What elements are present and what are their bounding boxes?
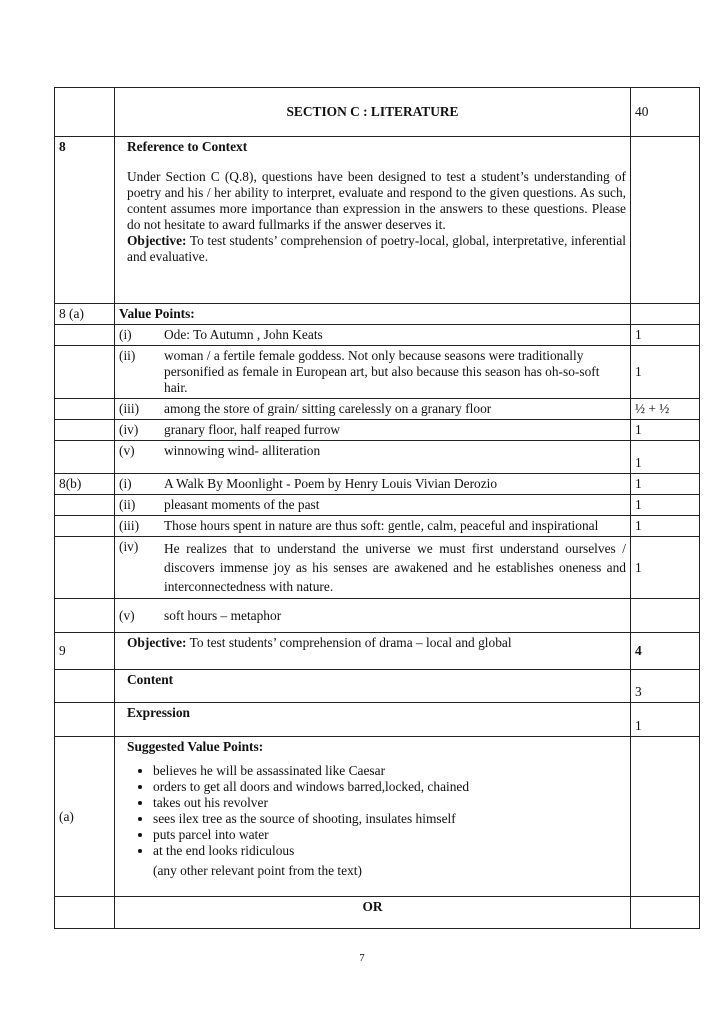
list-item: • puts parcel into water <box>153 827 626 843</box>
table-row: (v) winnowing wind- alliteration 1 <box>55 441 700 474</box>
table-row: (v) soft hours – metaphor <box>55 599 700 633</box>
table-row: (iv) He realizes that to understand the universe we must first understand ourselves / discovers immense joy as his senses are awakened and he establishes oneness and interconnectedness with nature. 1 <box>55 537 700 599</box>
list-item: • believes he will be assassinated like Caesar <box>153 763 626 779</box>
list-item: • at the end looks ridiculous <box>153 843 626 859</box>
q9a-note: (any other relevant point from the text) <box>153 863 362 878</box>
list-item: • orders to get all doors and windows barred,locked, chained <box>153 779 626 795</box>
q8b-number: 8(b) <box>55 474 115 495</box>
q8-row <box>55 137 700 304</box>
q9a-heading: Suggested Value Points: <box>127 739 264 754</box>
list-item: • sees ilex tree as the source of shooting, insulates himself <box>153 811 626 827</box>
table-row: (iii) Those hours spent in nature are thus soft: gentle, calm, peaceful and inspirational 1 <box>55 516 700 537</box>
section-marks: 40 <box>631 88 700 137</box>
table-row: (i) Ode: To Autumn , John Keats 1 <box>55 325 700 346</box>
section-title: SECTION C : LITERATURE <box>115 88 631 137</box>
q8-intro: Under Section C (Q.8), questions have been designed to test a student’s understanding of poetry and his / her ability to interpret, evaluate and respond to the given questions. As such, content assumes more importance than expression in the answers to these questions. Please do not hesitate to award fullmarks if the answer deserves it. <box>127 169 626 232</box>
table-row: 8(b) (i) A Walk By Moonlight - Poem by Henry Louis Vivian Derozio 1 <box>55 474 700 495</box>
q9-objective-row <box>55 633 700 670</box>
q9-number: 9 <box>55 633 115 670</box>
q8-number: 8 <box>55 137 115 304</box>
or-label: OR <box>115 897 631 929</box>
q9-expression-label: Expression <box>115 703 631 737</box>
marking-scheme-table <box>54 87 700 929</box>
table-row: (iii) among the store of grain/ sitting carelessly on a granary floor ½ + ½ <box>55 399 700 420</box>
q8a-heading: Value Points: <box>115 304 631 325</box>
or-row <box>55 897 700 929</box>
list-item: • takes out his revolver <box>153 795 626 811</box>
page-number: 7 <box>359 952 365 964</box>
q8-objective-label: Objective: <box>127 233 187 248</box>
q8-objective <box>127 233 626 265</box>
q8a-heading-row <box>55 304 700 325</box>
q9-objective-label: Objective: <box>127 635 187 650</box>
q9a-row <box>55 737 700 897</box>
q9-content-label: Content <box>115 670 631 703</box>
q9-expression-marks: 1 <box>631 703 700 737</box>
q9-marks: 4 <box>631 633 700 670</box>
table-row: (ii) woman / a fertile female goddess. Not only because seasons were traditionally personified as female in European art, but also because this season has oh-so-soft hair. 1 <box>55 346 700 399</box>
value-points-list <box>127 763 626 859</box>
q9a-number: (a) <box>55 737 115 897</box>
table-row: (iv) granary floor, half reaped furrow 1 <box>55 420 700 441</box>
q9-content-row <box>55 670 700 703</box>
q8a-number: 8 (a) <box>55 304 115 325</box>
q9-content-marks: 3 <box>631 670 700 703</box>
table-row: (ii) pleasant moments of the past 1 <box>55 495 700 516</box>
section-header-row <box>55 88 700 137</box>
q9-expression-row <box>55 703 700 737</box>
q8-heading: Reference to Context <box>127 139 248 154</box>
q9-objective-text: To test students’ comprehension of drama – local and global <box>189 635 512 650</box>
q8-objective-text: To test students’ comprehension of poetry-local, global, interpretative, inferential and evaluative. <box>127 233 626 264</box>
